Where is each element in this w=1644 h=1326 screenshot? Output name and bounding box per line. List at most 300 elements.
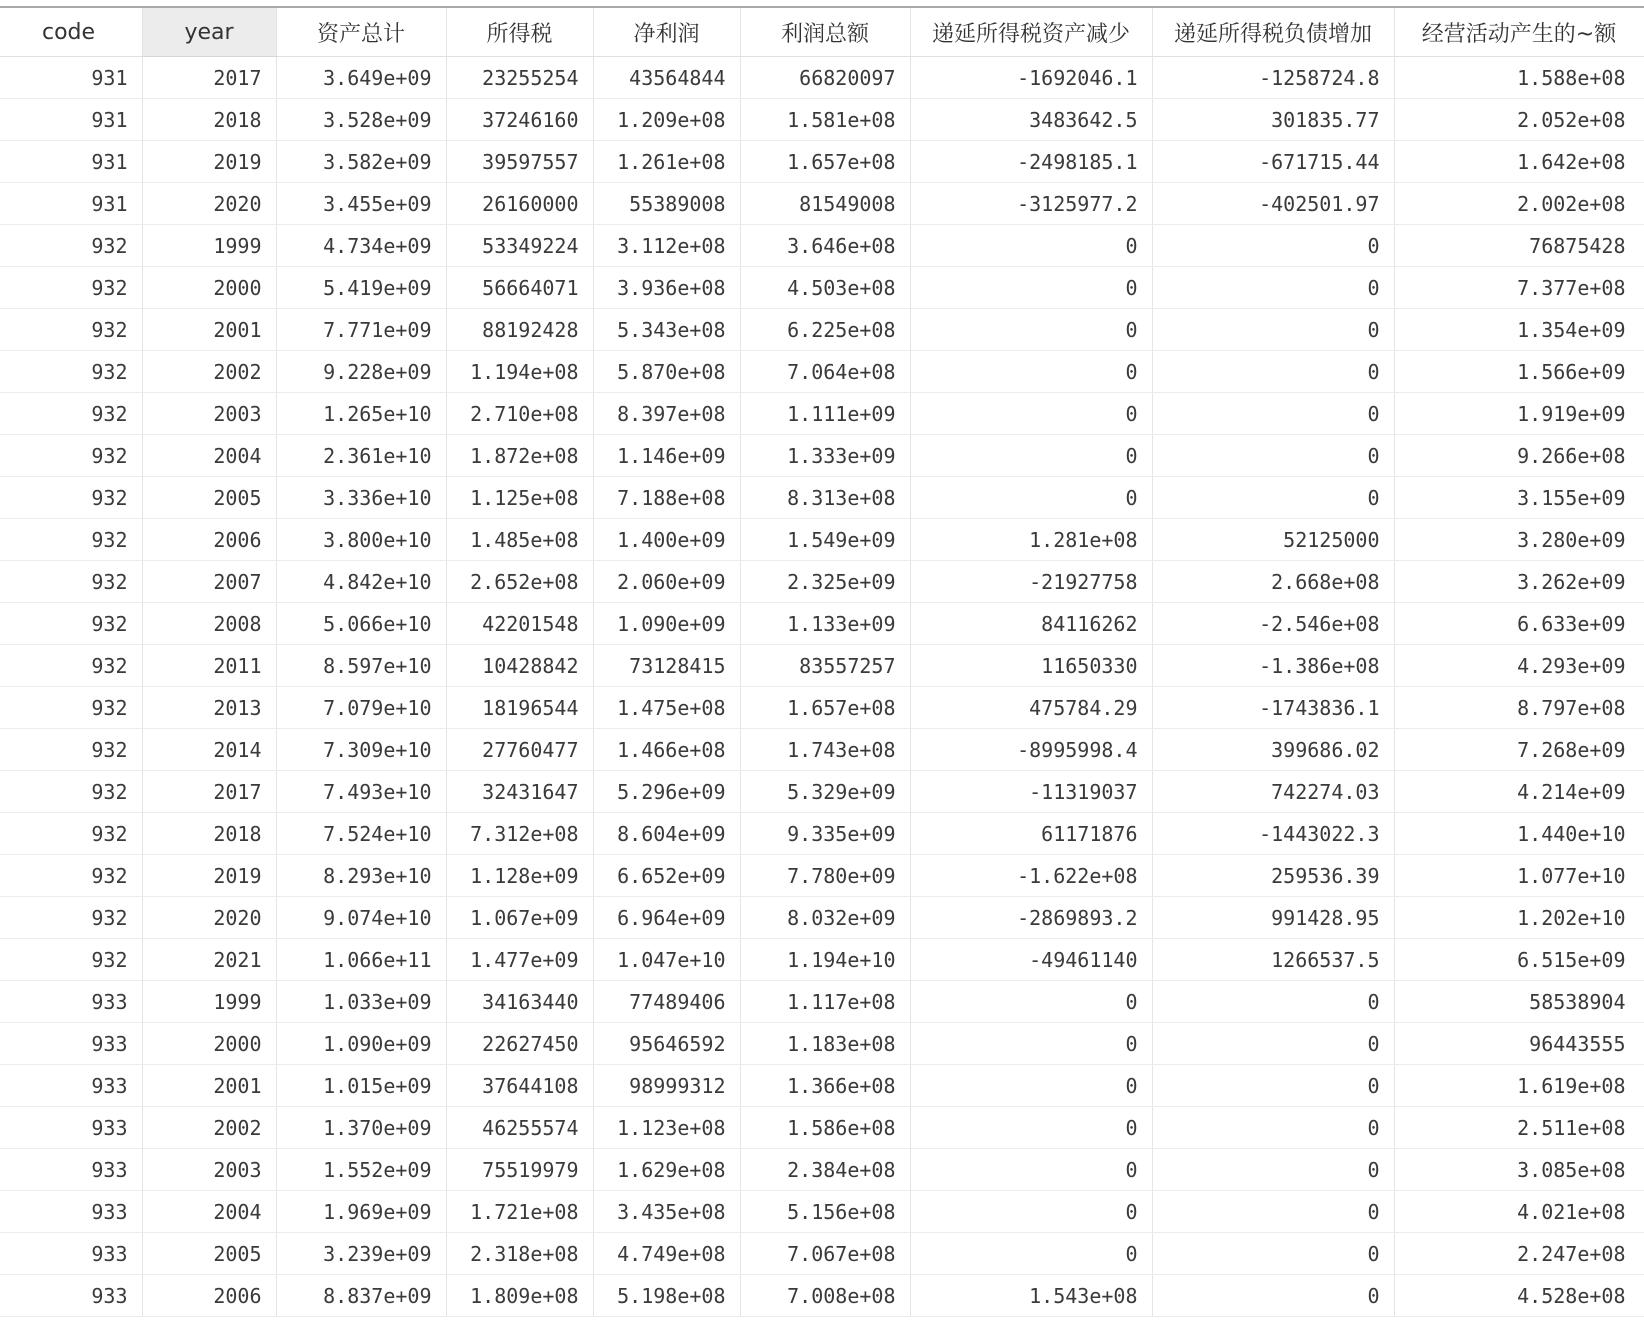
- cell-income-tax[interactable]: 10428842: [446, 645, 593, 687]
- cell-total-assets[interactable]: 3.239e+09: [276, 1233, 446, 1275]
- cell-deferred-tax-liability-increase[interactable]: 1266537.5: [1152, 939, 1394, 981]
- cell-income-tax[interactable]: 18196544: [446, 687, 593, 729]
- cell-total-assets[interactable]: 1.370e+09: [276, 1107, 446, 1149]
- table-row[interactable]: [0, 57, 1644, 99]
- cell-operating-cash-flow[interactable]: 1.619e+08: [1394, 1065, 1644, 1107]
- cell-code[interactable]: 931: [0, 99, 142, 141]
- cell-code[interactable]: 933: [0, 1275, 142, 1317]
- cell-total-assets[interactable]: 4.842e+10: [276, 561, 446, 603]
- cell-operating-cash-flow[interactable]: 4.021e+08: [1394, 1191, 1644, 1233]
- column-header-total-assets[interactable]: 资产总计: [276, 8, 446, 57]
- cell-operating-cash-flow[interactable]: 3.085e+08: [1394, 1149, 1644, 1191]
- cell-deferred-tax-asset-decrease[interactable]: 0: [910, 1107, 1152, 1149]
- cell-operating-cash-flow[interactable]: 4.528e+08: [1394, 1275, 1644, 1317]
- cell-deferred-tax-liability-increase[interactable]: 52125000: [1152, 519, 1394, 561]
- cell-operating-cash-flow[interactable]: 4.214e+09: [1394, 771, 1644, 813]
- cell-total-assets[interactable]: 3.455e+09: [276, 183, 446, 225]
- cell-net-profit[interactable]: 3.435e+08: [593, 1191, 740, 1233]
- cell-income-tax[interactable]: 2.652e+08: [446, 561, 593, 603]
- cell-income-tax[interactable]: 1.721e+08: [446, 1191, 593, 1233]
- cell-code[interactable]: 932: [0, 225, 142, 267]
- cell-income-tax[interactable]: 75519979: [446, 1149, 593, 1191]
- cell-total-assets[interactable]: 1.033e+09: [276, 981, 446, 1023]
- cell-deferred-tax-liability-increase[interactable]: 2.668e+08: [1152, 561, 1394, 603]
- cell-total-assets[interactable]: 1.015e+09: [276, 1065, 446, 1107]
- cell-year[interactable]: 2018: [142, 813, 276, 855]
- table-row[interactable]: [0, 645, 1644, 687]
- cell-deferred-tax-asset-decrease[interactable]: 0: [910, 1023, 1152, 1065]
- cell-total-assets[interactable]: 3.582e+09: [276, 141, 446, 183]
- cell-net-profit[interactable]: 43564844: [593, 57, 740, 99]
- cell-deferred-tax-liability-increase[interactable]: -1443022.3: [1152, 813, 1394, 855]
- cell-income-tax[interactable]: 1.809e+08: [446, 1275, 593, 1317]
- cell-deferred-tax-asset-decrease[interactable]: -2498185.1: [910, 141, 1152, 183]
- cell-deferred-tax-liability-increase[interactable]: 0: [1152, 1233, 1394, 1275]
- cell-deferred-tax-liability-increase[interactable]: 0: [1152, 1149, 1394, 1191]
- cell-operating-cash-flow[interactable]: 76875428: [1394, 225, 1644, 267]
- cell-code[interactable]: 933: [0, 981, 142, 1023]
- cell-code[interactable]: 932: [0, 267, 142, 309]
- table-row[interactable]: [0, 1107, 1644, 1149]
- cell-income-tax[interactable]: 7.312e+08: [446, 813, 593, 855]
- cell-deferred-tax-asset-decrease[interactable]: 3483642.5: [910, 99, 1152, 141]
- cell-code[interactable]: 932: [0, 309, 142, 351]
- cell-operating-cash-flow[interactable]: 4.293e+09: [1394, 645, 1644, 687]
- cell-year[interactable]: 2020: [142, 183, 276, 225]
- cell-year[interactable]: 2002: [142, 351, 276, 393]
- cell-net-profit[interactable]: 1.146e+09: [593, 435, 740, 477]
- cell-total-assets[interactable]: 7.493e+10: [276, 771, 446, 813]
- cell-operating-cash-flow[interactable]: 1.588e+08: [1394, 57, 1644, 99]
- cell-net-profit[interactable]: 4.749e+08: [593, 1233, 740, 1275]
- cell-net-profit[interactable]: 6.652e+09: [593, 855, 740, 897]
- cell-total-profit[interactable]: 1.333e+09: [740, 435, 910, 477]
- cell-total-assets[interactable]: 8.293e+10: [276, 855, 446, 897]
- cell-net-profit[interactable]: 8.397e+08: [593, 393, 740, 435]
- cell-operating-cash-flow[interactable]: 1.354e+09: [1394, 309, 1644, 351]
- cell-total-profit[interactable]: 2.325e+09: [740, 561, 910, 603]
- cell-income-tax[interactable]: 56664071: [446, 267, 593, 309]
- cell-operating-cash-flow[interactable]: 6.633e+09: [1394, 603, 1644, 645]
- cell-code[interactable]: 932: [0, 519, 142, 561]
- cell-operating-cash-flow[interactable]: 2.002e+08: [1394, 183, 1644, 225]
- cell-deferred-tax-asset-decrease[interactable]: 0: [910, 981, 1152, 1023]
- cell-total-profit[interactable]: 1.549e+09: [740, 519, 910, 561]
- cell-code[interactable]: 932: [0, 855, 142, 897]
- cell-operating-cash-flow[interactable]: 2.511e+08: [1394, 1107, 1644, 1149]
- cell-deferred-tax-liability-increase[interactable]: 0: [1152, 1107, 1394, 1149]
- cell-total-profit[interactable]: 1.657e+08: [740, 141, 910, 183]
- cell-operating-cash-flow[interactable]: 58538904: [1394, 981, 1644, 1023]
- cell-year[interactable]: 2001: [142, 1065, 276, 1107]
- cell-deferred-tax-liability-increase[interactable]: -1.386e+08: [1152, 645, 1394, 687]
- cell-total-assets[interactable]: 1.552e+09: [276, 1149, 446, 1191]
- cell-deferred-tax-liability-increase[interactable]: -671715.44: [1152, 141, 1394, 183]
- table-row[interactable]: [0, 939, 1644, 981]
- cell-code[interactable]: 932: [0, 939, 142, 981]
- cell-deferred-tax-liability-increase[interactable]: 0: [1152, 435, 1394, 477]
- cell-deferred-tax-liability-increase[interactable]: 0: [1152, 477, 1394, 519]
- cell-net-profit[interactable]: 1.209e+08: [593, 99, 740, 141]
- cell-deferred-tax-asset-decrease[interactable]: -3125977.2: [910, 183, 1152, 225]
- cell-deferred-tax-asset-decrease[interactable]: 0: [910, 225, 1152, 267]
- cell-code[interactable]: 932: [0, 393, 142, 435]
- cell-operating-cash-flow[interactable]: 1.077e+10: [1394, 855, 1644, 897]
- cell-income-tax[interactable]: 42201548: [446, 603, 593, 645]
- cell-deferred-tax-liability-increase[interactable]: -1743836.1: [1152, 687, 1394, 729]
- cell-net-profit[interactable]: 1.261e+08: [593, 141, 740, 183]
- cell-year[interactable]: 2003: [142, 1149, 276, 1191]
- cell-year[interactable]: 2017: [142, 771, 276, 813]
- cell-code[interactable]: 932: [0, 687, 142, 729]
- cell-deferred-tax-asset-decrease[interactable]: 475784.29: [910, 687, 1152, 729]
- cell-code[interactable]: 931: [0, 57, 142, 99]
- cell-total-assets[interactable]: 5.066e+10: [276, 603, 446, 645]
- cell-year[interactable]: 1999: [142, 225, 276, 267]
- cell-income-tax[interactable]: 1.128e+09: [446, 855, 593, 897]
- cell-deferred-tax-liability-increase[interactable]: 301835.77: [1152, 99, 1394, 141]
- cell-operating-cash-flow[interactable]: 2.247e+08: [1394, 1233, 1644, 1275]
- cell-income-tax[interactable]: 32431647: [446, 771, 593, 813]
- cell-net-profit[interactable]: 5.343e+08: [593, 309, 740, 351]
- cell-code[interactable]: 933: [0, 1149, 142, 1191]
- cell-income-tax[interactable]: 1.872e+08: [446, 435, 593, 477]
- cell-deferred-tax-liability-increase[interactable]: 742274.03: [1152, 771, 1394, 813]
- cell-operating-cash-flow[interactable]: 8.797e+08: [1394, 687, 1644, 729]
- cell-income-tax[interactable]: 37246160: [446, 99, 593, 141]
- cell-code[interactable]: 932: [0, 897, 142, 939]
- table-row[interactable]: [0, 1149, 1644, 1191]
- cell-operating-cash-flow[interactable]: 2.052e+08: [1394, 99, 1644, 141]
- cell-operating-cash-flow[interactable]: 1.919e+09: [1394, 393, 1644, 435]
- table-row[interactable]: [0, 687, 1644, 729]
- cell-total-profit[interactable]: 1.111e+09: [740, 393, 910, 435]
- table-row[interactable]: [0, 897, 1644, 939]
- cell-deferred-tax-asset-decrease[interactable]: 0: [910, 351, 1152, 393]
- cell-net-profit[interactable]: 95646592: [593, 1023, 740, 1065]
- cell-total-profit[interactable]: 1.133e+09: [740, 603, 910, 645]
- cell-deferred-tax-asset-decrease[interactable]: 0: [910, 477, 1152, 519]
- cell-year[interactable]: 2019: [142, 141, 276, 183]
- column-header-deferred-tax-asset-decrease[interactable]: 递延所得税资产减少: [910, 8, 1152, 57]
- cell-operating-cash-flow[interactable]: 3.280e+09: [1394, 519, 1644, 561]
- cell-operating-cash-flow[interactable]: 3.155e+09: [1394, 477, 1644, 519]
- cell-operating-cash-flow[interactable]: 3.262e+09: [1394, 561, 1644, 603]
- cell-total-profit[interactable]: 81549008: [740, 183, 910, 225]
- cell-deferred-tax-liability-increase[interactable]: 0: [1152, 267, 1394, 309]
- table-row[interactable]: [0, 477, 1644, 519]
- cell-operating-cash-flow[interactable]: 1.642e+08: [1394, 141, 1644, 183]
- table-row[interactable]: [0, 855, 1644, 897]
- cell-deferred-tax-liability-increase[interactable]: 0: [1152, 351, 1394, 393]
- cell-income-tax[interactable]: 34163440: [446, 981, 593, 1023]
- cell-deferred-tax-liability-increase[interactable]: -2.546e+08: [1152, 603, 1394, 645]
- cell-total-assets[interactable]: 1.066e+11: [276, 939, 446, 981]
- cell-deferred-tax-asset-decrease[interactable]: 0: [910, 309, 1152, 351]
- cell-year[interactable]: 2017: [142, 57, 276, 99]
- cell-code[interactable]: 933: [0, 1065, 142, 1107]
- cell-total-assets[interactable]: 3.649e+09: [276, 57, 446, 99]
- cell-income-tax[interactable]: 46255574: [446, 1107, 593, 1149]
- cell-net-profit[interactable]: 1.629e+08: [593, 1149, 740, 1191]
- cell-code[interactable]: 932: [0, 813, 142, 855]
- cell-income-tax[interactable]: 26160000: [446, 183, 593, 225]
- cell-total-assets[interactable]: 7.771e+09: [276, 309, 446, 351]
- cell-net-profit[interactable]: 7.188e+08: [593, 477, 740, 519]
- cell-year[interactable]: 2014: [142, 729, 276, 771]
- cell-total-profit[interactable]: 66820097: [740, 57, 910, 99]
- table-row[interactable]: [0, 519, 1644, 561]
- table-row[interactable]: [0, 99, 1644, 141]
- cell-code[interactable]: 932: [0, 645, 142, 687]
- column-header-total-profit[interactable]: 利润总额: [740, 8, 910, 57]
- table-row[interactable]: [0, 435, 1644, 477]
- table-row[interactable]: [0, 225, 1644, 267]
- cell-net-profit[interactable]: 1.466e+08: [593, 729, 740, 771]
- cell-total-assets[interactable]: 7.309e+10: [276, 729, 446, 771]
- cell-operating-cash-flow[interactable]: 96443555: [1394, 1023, 1644, 1065]
- cell-net-profit[interactable]: 8.604e+09: [593, 813, 740, 855]
- cell-deferred-tax-asset-decrease[interactable]: -49461140: [910, 939, 1152, 981]
- cell-total-assets[interactable]: 8.597e+10: [276, 645, 446, 687]
- cell-deferred-tax-liability-increase[interactable]: 0: [1152, 1275, 1394, 1317]
- table-row[interactable]: [0, 267, 1644, 309]
- cell-deferred-tax-liability-increase[interactable]: 399686.02: [1152, 729, 1394, 771]
- cell-total-profit[interactable]: 7.064e+08: [740, 351, 910, 393]
- cell-total-assets[interactable]: 3.800e+10: [276, 519, 446, 561]
- cell-code[interactable]: 932: [0, 603, 142, 645]
- cell-total-profit[interactable]: 1.586e+08: [740, 1107, 910, 1149]
- cell-code[interactable]: 932: [0, 477, 142, 519]
- cell-total-assets[interactable]: 3.336e+10: [276, 477, 446, 519]
- cell-income-tax[interactable]: 39597557: [446, 141, 593, 183]
- cell-deferred-tax-asset-decrease[interactable]: 1.543e+08: [910, 1275, 1152, 1317]
- cell-year[interactable]: 2003: [142, 393, 276, 435]
- table-row[interactable]: [0, 1191, 1644, 1233]
- cell-total-profit[interactable]: 7.067e+08: [740, 1233, 910, 1275]
- cell-total-profit[interactable]: 6.225e+08: [740, 309, 910, 351]
- cell-operating-cash-flow[interactable]: 1.202e+10: [1394, 897, 1644, 939]
- cell-year[interactable]: 2018: [142, 99, 276, 141]
- cell-total-profit[interactable]: 7.008e+08: [740, 1275, 910, 1317]
- cell-total-assets[interactable]: 1.265e+10: [276, 393, 446, 435]
- cell-code[interactable]: 932: [0, 561, 142, 603]
- cell-deferred-tax-liability-increase[interactable]: 0: [1152, 393, 1394, 435]
- cell-year[interactable]: 2001: [142, 309, 276, 351]
- cell-deferred-tax-liability-increase[interactable]: 0: [1152, 309, 1394, 351]
- cell-year[interactable]: 1999: [142, 981, 276, 1023]
- cell-deferred-tax-asset-decrease[interactable]: 84116262: [910, 603, 1152, 645]
- cell-net-profit[interactable]: 6.964e+09: [593, 897, 740, 939]
- cell-net-profit[interactable]: 1.400e+09: [593, 519, 740, 561]
- table-row[interactable]: [0, 729, 1644, 771]
- cell-year[interactable]: 2011: [142, 645, 276, 687]
- table-row[interactable]: [0, 1023, 1644, 1065]
- cell-deferred-tax-asset-decrease[interactable]: -2869893.2: [910, 897, 1152, 939]
- cell-deferred-tax-asset-decrease[interactable]: 0: [910, 1065, 1152, 1107]
- cell-year[interactable]: 2000: [142, 267, 276, 309]
- cell-operating-cash-flow[interactable]: 1.566e+09: [1394, 351, 1644, 393]
- cell-total-profit[interactable]: 7.780e+09: [740, 855, 910, 897]
- cell-net-profit[interactable]: 5.870e+08: [593, 351, 740, 393]
- cell-deferred-tax-liability-increase[interactable]: 0: [1152, 1023, 1394, 1065]
- cell-year[interactable]: 2006: [142, 1275, 276, 1317]
- cell-income-tax[interactable]: 22627450: [446, 1023, 593, 1065]
- cell-income-tax[interactable]: 1.477e+09: [446, 939, 593, 981]
- cell-operating-cash-flow[interactable]: 1.440e+10: [1394, 813, 1644, 855]
- cell-year[interactable]: 2005: [142, 1233, 276, 1275]
- cell-income-tax[interactable]: 53349224: [446, 225, 593, 267]
- cell-total-profit[interactable]: 8.032e+09: [740, 897, 910, 939]
- cell-deferred-tax-asset-decrease[interactable]: 0: [910, 267, 1152, 309]
- cell-net-profit[interactable]: 3.936e+08: [593, 267, 740, 309]
- table-row[interactable]: [0, 1233, 1644, 1275]
- cell-total-profit[interactable]: 3.646e+08: [740, 225, 910, 267]
- cell-net-profit[interactable]: 55389008: [593, 183, 740, 225]
- cell-total-assets[interactable]: 2.361e+10: [276, 435, 446, 477]
- cell-total-profit[interactable]: 2.384e+08: [740, 1149, 910, 1191]
- cell-code[interactable]: 933: [0, 1023, 142, 1065]
- cell-code[interactable]: 931: [0, 183, 142, 225]
- table-row[interactable]: [0, 1275, 1644, 1317]
- cell-deferred-tax-liability-increase[interactable]: 0: [1152, 225, 1394, 267]
- cell-total-profit[interactable]: 5.329e+09: [740, 771, 910, 813]
- cell-total-profit[interactable]: 5.156e+08: [740, 1191, 910, 1233]
- table-row[interactable]: [0, 1065, 1644, 1107]
- cell-code[interactable]: 932: [0, 771, 142, 813]
- column-header-code[interactable]: code: [0, 8, 142, 57]
- cell-year[interactable]: 2005: [142, 477, 276, 519]
- cell-year[interactable]: 2002: [142, 1107, 276, 1149]
- cell-code[interactable]: 933: [0, 1107, 142, 1149]
- cell-deferred-tax-liability-increase[interactable]: -402501.97: [1152, 183, 1394, 225]
- cell-code[interactable]: 932: [0, 435, 142, 477]
- cell-deferred-tax-liability-increase[interactable]: 0: [1152, 981, 1394, 1023]
- cell-deferred-tax-asset-decrease[interactable]: 0: [910, 435, 1152, 477]
- cell-net-profit[interactable]: 5.198e+08: [593, 1275, 740, 1317]
- table-row[interactable]: [0, 561, 1644, 603]
- cell-total-profit[interactable]: 1.743e+08: [740, 729, 910, 771]
- cell-code[interactable]: 933: [0, 1191, 142, 1233]
- cell-deferred-tax-asset-decrease[interactable]: -1692046.1: [910, 57, 1152, 99]
- column-header-deferred-tax-liability-increase[interactable]: 递延所得税负债增加: [1152, 8, 1394, 57]
- cell-code[interactable]: 933: [0, 1233, 142, 1275]
- cell-operating-cash-flow[interactable]: 7.268e+09: [1394, 729, 1644, 771]
- cell-net-profit[interactable]: 1.475e+08: [593, 687, 740, 729]
- cell-income-tax[interactable]: 23255254: [446, 57, 593, 99]
- table-row[interactable]: [0, 141, 1644, 183]
- cell-net-profit[interactable]: 5.296e+09: [593, 771, 740, 813]
- cell-total-profit[interactable]: 4.503e+08: [740, 267, 910, 309]
- cell-total-assets[interactable]: 9.074e+10: [276, 897, 446, 939]
- cell-total-assets[interactable]: 9.228e+09: [276, 351, 446, 393]
- cell-total-profit[interactable]: 83557257: [740, 645, 910, 687]
- cell-net-profit[interactable]: 3.112e+08: [593, 225, 740, 267]
- cell-deferred-tax-liability-increase[interactable]: -1258724.8: [1152, 57, 1394, 99]
- cell-year[interactable]: 2007: [142, 561, 276, 603]
- cell-total-profit[interactable]: 1.183e+08: [740, 1023, 910, 1065]
- cell-code[interactable]: 932: [0, 351, 142, 393]
- cell-deferred-tax-liability-increase[interactable]: 0: [1152, 1191, 1394, 1233]
- cell-total-assets[interactable]: 1.969e+09: [276, 1191, 446, 1233]
- cell-income-tax[interactable]: 1.125e+08: [446, 477, 593, 519]
- cell-total-profit[interactable]: 1.117e+08: [740, 981, 910, 1023]
- cell-deferred-tax-asset-decrease[interactable]: -21927758: [910, 561, 1152, 603]
- cell-operating-cash-flow[interactable]: 9.266e+08: [1394, 435, 1644, 477]
- table-row[interactable]: [0, 981, 1644, 1023]
- cell-year[interactable]: 2020: [142, 897, 276, 939]
- table-row[interactable]: [0, 309, 1644, 351]
- cell-total-assets[interactable]: 4.734e+09: [276, 225, 446, 267]
- cell-net-profit[interactable]: 1.047e+10: [593, 939, 740, 981]
- column-header-year[interactable]: year: [142, 8, 276, 57]
- cell-code[interactable]: 931: [0, 141, 142, 183]
- cell-deferred-tax-asset-decrease[interactable]: 0: [910, 393, 1152, 435]
- cell-total-profit[interactable]: 1.581e+08: [740, 99, 910, 141]
- cell-income-tax[interactable]: 1.194e+08: [446, 351, 593, 393]
- cell-net-profit[interactable]: 1.123e+08: [593, 1107, 740, 1149]
- cell-total-profit[interactable]: 9.335e+09: [740, 813, 910, 855]
- column-header-income-tax[interactable]: 所得税: [446, 8, 593, 57]
- table-row[interactable]: [0, 351, 1644, 393]
- cell-income-tax[interactable]: 2.710e+08: [446, 393, 593, 435]
- cell-deferred-tax-asset-decrease[interactable]: 1.281e+08: [910, 519, 1152, 561]
- cell-year[interactable]: 2006: [142, 519, 276, 561]
- cell-total-assets[interactable]: 5.419e+09: [276, 267, 446, 309]
- cell-year[interactable]: 2004: [142, 435, 276, 477]
- table-row[interactable]: [0, 183, 1644, 225]
- cell-deferred-tax-asset-decrease[interactable]: -11319037: [910, 771, 1152, 813]
- table-row[interactable]: [0, 393, 1644, 435]
- cell-year[interactable]: 2008: [142, 603, 276, 645]
- cell-year[interactable]: 2000: [142, 1023, 276, 1065]
- cell-total-profit[interactable]: 1.366e+08: [740, 1065, 910, 1107]
- cell-income-tax[interactable]: 37644108: [446, 1065, 593, 1107]
- cell-deferred-tax-asset-decrease[interactable]: -8995998.4: [910, 729, 1152, 771]
- cell-net-profit[interactable]: 2.060e+09: [593, 561, 740, 603]
- cell-total-assets[interactable]: 8.837e+09: [276, 1275, 446, 1317]
- cell-year[interactable]: 2019: [142, 855, 276, 897]
- cell-deferred-tax-asset-decrease[interactable]: 0: [910, 1191, 1152, 1233]
- cell-net-profit[interactable]: 73128415: [593, 645, 740, 687]
- column-header-net-profit[interactable]: 净利润: [593, 8, 740, 57]
- cell-net-profit[interactable]: 98999312: [593, 1065, 740, 1107]
- table-row[interactable]: [0, 813, 1644, 855]
- cell-year[interactable]: 2013: [142, 687, 276, 729]
- cell-income-tax[interactable]: 1.067e+09: [446, 897, 593, 939]
- cell-net-profit[interactable]: 1.090e+09: [593, 603, 740, 645]
- cell-year[interactable]: 2021: [142, 939, 276, 981]
- cell-total-profit[interactable]: 1.657e+08: [740, 687, 910, 729]
- cell-deferred-tax-asset-decrease[interactable]: 61171876: [910, 813, 1152, 855]
- cell-total-assets[interactable]: 7.079e+10: [276, 687, 446, 729]
- cell-deferred-tax-asset-decrease[interactable]: 0: [910, 1233, 1152, 1275]
- cell-deferred-tax-asset-decrease[interactable]: -1.622e+08: [910, 855, 1152, 897]
- cell-operating-cash-flow[interactable]: 6.515e+09: [1394, 939, 1644, 981]
- cell-total-assets[interactable]: 7.524e+10: [276, 813, 446, 855]
- cell-deferred-tax-asset-decrease[interactable]: 0: [910, 1149, 1152, 1191]
- cell-deferred-tax-liability-increase[interactable]: 0: [1152, 1065, 1394, 1107]
- cell-income-tax[interactable]: 88192428: [446, 309, 593, 351]
- cell-income-tax[interactable]: 27760477: [446, 729, 593, 771]
- cell-year[interactable]: 2004: [142, 1191, 276, 1233]
- cell-code[interactable]: 932: [0, 729, 142, 771]
- cell-deferred-tax-liability-increase[interactable]: 259536.39: [1152, 855, 1394, 897]
- cell-operating-cash-flow[interactable]: 7.377e+08: [1394, 267, 1644, 309]
- cell-total-assets[interactable]: 3.528e+09: [276, 99, 446, 141]
- cell-deferred-tax-liability-increase[interactable]: 991428.95: [1152, 897, 1394, 939]
- cell-total-assets[interactable]: 1.090e+09: [276, 1023, 446, 1065]
